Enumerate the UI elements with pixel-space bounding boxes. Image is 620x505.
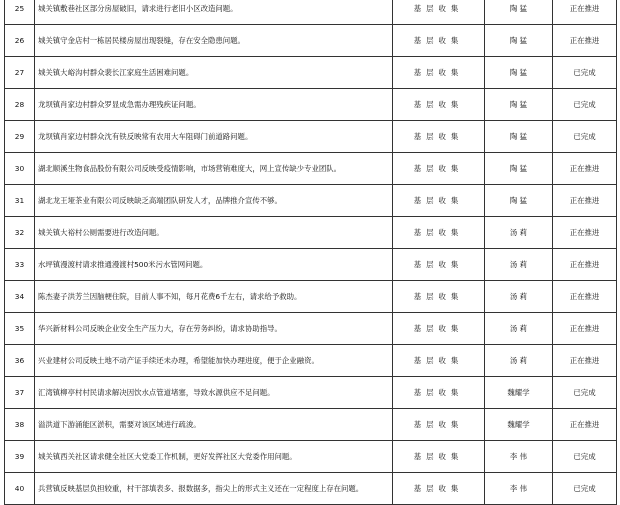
responsible-person-cell: 李 伟: [485, 441, 553, 473]
table-row: [5, 441, 617, 473]
responsible-person-cell: 汤 莉: [485, 249, 553, 281]
source-cell: 基层收集: [393, 249, 485, 281]
table-row: [5, 217, 617, 249]
responsible-person-cell: 汤 莉: [485, 313, 553, 345]
status-cell: 已完成: [553, 473, 617, 505]
row-number-cell: 40: [5, 473, 35, 505]
source-cell: 基层收集: [393, 0, 485, 25]
responsible-person-cell: 魏耀学: [485, 409, 553, 441]
row-number-cell: 34: [5, 281, 35, 313]
table-row: [5, 345, 617, 377]
table-row: [5, 0, 617, 25]
table-row: [5, 57, 617, 89]
source-cell: 基层收集: [393, 441, 485, 473]
issue-description-cell: 城关镇大裕村公厕需要进行改造问题。: [35, 217, 393, 249]
row-number-cell: 39: [5, 441, 35, 473]
table-row: [5, 409, 617, 441]
source-cell: 基层收集: [393, 473, 485, 505]
responsible-person-cell: 汤 莉: [485, 217, 553, 249]
issue-description-cell: 溢洪道下游涌能区淤积，需要对该区域进行疏浚。: [35, 409, 393, 441]
responsible-person-cell: 陶 猛: [485, 57, 553, 89]
table-row: [5, 281, 617, 313]
issue-description-cell: 城关镇大峪沟村群众裴长江家庭生活困难问题。: [35, 57, 393, 89]
issue-description-cell: 城关镇敷巷社区部分房屋破旧，请求进行老旧小区改造问题。: [35, 0, 393, 25]
responsible-person-cell: 陶 猛: [485, 89, 553, 121]
row-number-cell: 33: [5, 249, 35, 281]
responsible-person-cell: 李 伟: [485, 473, 553, 505]
issue-description-cell: 龙坝镇肖家边村群众沈有铁反映常有农用大车阻碍门前道路问题。: [35, 121, 393, 153]
responsible-person-cell: 陶 猛: [485, 153, 553, 185]
issue-description-cell: 陈杰妻子洪芳兰因脑梗住院，目前人事不知，每月花费6千左右，请求给予救助。: [35, 281, 393, 313]
status-cell: 已完成: [553, 57, 617, 89]
table-row: [5, 313, 617, 345]
status-cell: 正在推进: [553, 0, 617, 25]
status-cell: 正在推进: [553, 185, 617, 217]
issue-description-cell: 水坪镇漫渡村请求推通漫渡村500米污水管网问题。: [35, 249, 393, 281]
table-row: [5, 25, 617, 57]
row-number-cell: 37: [5, 377, 35, 409]
row-number-cell: 36: [5, 345, 35, 377]
row-number-cell: 32: [5, 217, 35, 249]
table-row: [5, 89, 617, 121]
row-number-cell: 35: [5, 313, 35, 345]
status-cell: 已完成: [553, 377, 617, 409]
source-cell: 基层收集: [393, 153, 485, 185]
source-cell: 基层收集: [393, 57, 485, 89]
status-cell: 正在推进: [553, 217, 617, 249]
responsible-person-cell: 魏耀学: [485, 377, 553, 409]
table-row: [5, 121, 617, 153]
issue-description-cell: 龙坝镇肖家边村群众罗显成急需办理残疾证问题。: [35, 89, 393, 121]
row-number-cell: 28: [5, 89, 35, 121]
responsible-person-cell: 汤 莉: [485, 281, 553, 313]
issue-description-cell: 华兴新材料公司反映企业安全生产压力大，存在劳务纠纷，请求协助指导。: [35, 313, 393, 345]
status-cell: 已完成: [553, 121, 617, 153]
row-number-cell: 30: [5, 153, 35, 185]
status-cell: 已完成: [553, 89, 617, 121]
issue-description-cell: 城关镇西关社区请求健全社区大党委工作机制，更好发挥社区大党委作用问题。: [35, 441, 393, 473]
source-cell: 基层收集: [393, 185, 485, 217]
source-cell: 基层收集: [393, 281, 485, 313]
status-cell: 正在推进: [553, 153, 617, 185]
status-cell: 正在推进: [553, 281, 617, 313]
source-cell: 基层收集: [393, 345, 485, 377]
status-cell: 已完成: [553, 441, 617, 473]
status-cell: 正在推进: [553, 409, 617, 441]
responsible-person-cell: 陶 猛: [485, 121, 553, 153]
issue-table-body: [5, 0, 617, 505]
table-row: [5, 185, 617, 217]
issue-description-cell: 城关镇守金店村一栋居民楼房屋出现裂缝，存在安全隐患问题。: [35, 25, 393, 57]
row-number-cell: 29: [5, 121, 35, 153]
source-cell: 基层收集: [393, 89, 485, 121]
responsible-person-cell: 汤 莉: [485, 345, 553, 377]
row-number-cell: 26: [5, 25, 35, 57]
issue-description-cell: 汇湾镇柳亭村村民请求解决因饮水点管道堵塞，导致水源供应不足问题。: [35, 377, 393, 409]
row-number-cell: 31: [5, 185, 35, 217]
source-cell: 基层收集: [393, 25, 485, 57]
table-row: [5, 249, 617, 281]
responsible-person-cell: 陶 猛: [485, 0, 553, 25]
responsible-person-cell: 陶 猛: [485, 185, 553, 217]
issue-description-cell: 湖北顺溪生物食品股份有限公司反映受疫情影响，市场营销难度大，网上宣传缺少专业团队。: [35, 153, 393, 185]
issue-table: [4, 0, 617, 505]
source-cell: 基层收集: [393, 121, 485, 153]
issue-description-cell: 兴业建材公司反映土地不动产证手续还未办理，希望能加快办理进度，便于企业融资。: [35, 345, 393, 377]
source-cell: 基层收集: [393, 313, 485, 345]
issue-description-cell: 兵营镇反映基层负担较重，村干部填表多、报数据多，指尖上的形式主义还在一定程度上存在问题。: [35, 473, 393, 505]
row-number-cell: 25: [5, 0, 35, 25]
status-cell: 正在推进: [553, 249, 617, 281]
source-cell: 基层收集: [393, 377, 485, 409]
row-number-cell: 27: [5, 57, 35, 89]
status-cell: 正在推进: [553, 25, 617, 57]
status-cell: 正在推进: [553, 345, 617, 377]
responsible-person-cell: 陶 猛: [485, 25, 553, 57]
row-number-cell: 38: [5, 409, 35, 441]
source-cell: 基层收集: [393, 409, 485, 441]
table-row: [5, 377, 617, 409]
table-row: [5, 153, 617, 185]
issue-description-cell: 湖北龙王垭茶业有限公司反映缺乏高端团队研发人才，品牌推介宣传不够。: [35, 185, 393, 217]
status-cell: 正在推进: [553, 313, 617, 345]
source-cell: 基层收集: [393, 217, 485, 249]
table-row: [5, 473, 617, 505]
